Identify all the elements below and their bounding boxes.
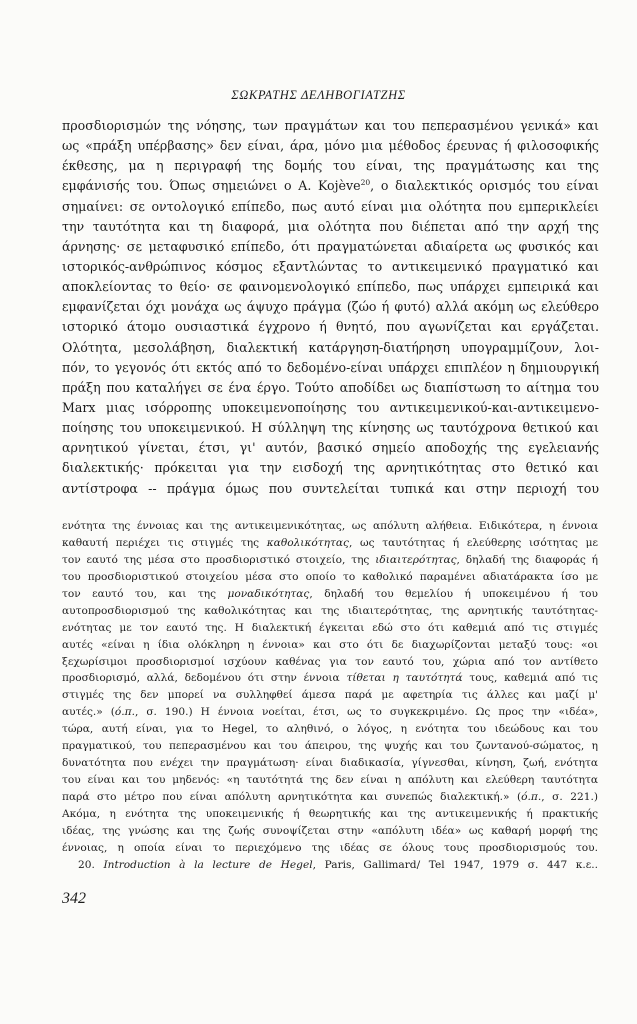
italic-text: ό.π.: [521, 791, 542, 803]
italic-text: ό.π.: [114, 706, 135, 719]
text-segment: πόν, το γεγονός ότι εκτός από το δεδομένο-είναι υπάρχει επιπλέον η δημιουργική: [62, 359, 599, 375]
text-segment: ενότητας με τον εαυτό της. Η διαλεκτική έγκειται εδώ στο ότι καθεμιά από τις στιγμές: [62, 621, 598, 634]
text-segment: έννοιας, η οποία είναι το περιεχόμενο της ιδέας σε όλους τους προσδιορισμούς του.: [62, 841, 598, 854]
text-segment: δυνατότητα που ενέχει την πραγμάτωση· είναι διαδικασία, γίγνεσθαι, κίνηση, ζωή, ενότητα: [62, 757, 598, 770]
body-line: [62, 237, 599, 257]
text-segment: την ταυτότητα και τη διαφορά, μια ολότητα που διέπεται από την αρχή της: [62, 218, 599, 234]
body-line: [62, 257, 599, 277]
text-segment: αντίστροφα -- πράγμα όμως που συντελείται τυπικά και στην περιοχή του: [62, 480, 599, 496]
footnote-line: [62, 823, 598, 840]
footnote-line: [62, 569, 598, 586]
text-segment: Ολότητα, μεσολάβηση, διαλεκτική κατάργηση-διατήρηση υπογραμμίζουν, λοι-: [62, 339, 599, 355]
text-segment: ιστορικό άτομο ουσιαστικά έγχρονο ή θνητό, που αγωνίζεται και εργάζεται.: [62, 319, 599, 335]
italic-text: μοναδικότητας: [227, 587, 310, 600]
text-segment: εμφανίζεται όχι μονάχα ως άψυχο πράγμα (ζώο ή φυτό) αλλά ακόμη ως ελεύθερο: [62, 299, 599, 315]
body-line: [62, 297, 599, 317]
footnote-line: [62, 654, 598, 671]
text-segment: άρνησης· σε μεταφυσικό επίπεδο, ότι πραγματώνεται αδιαίρετα ως φυσικός και: [62, 238, 599, 254]
main-text: [62, 116, 599, 499]
text-segment: 20.: [78, 858, 104, 871]
footnote-line: [62, 721, 598, 738]
text-segment: τώρα, αυτή είναι, για το Hegel, το αληθινό, ο λόγος, η ενότητα του ιδεώδους και του: [62, 723, 598, 736]
text-segment: του προσδιοριστικού στοιχείου μέσα στο οποίο το καθολικό παραμένει αδιατάρακτα ίσο με: [62, 570, 598, 583]
text-segment: προσδιορισμών της νόησης, των πραγμάτων και του πεπερασμένου γενικά» και: [62, 118, 599, 133]
footnote-line: [62, 670, 598, 687]
footnote-line: [62, 552, 598, 569]
text-segment: ποίησης του υποκειμενικού. Η σύλληψη της κίνησης ως ταυτόχρονα θετικού και: [62, 420, 599, 436]
footnote-line: [62, 518, 598, 535]
text-segment: , σ. 221.): [541, 791, 598, 803]
body-line: [62, 217, 599, 237]
text-segment: αυτοπροσδιορισμού της καθολικότητας και της ιδιαιτερότητας, της αρνητικής ταυτότητας-: [62, 604, 598, 617]
text-segment: πράξη που καταλήγει σε ένα έργο. Τούτο αποδίδει ως διαπίστωση το αίτημα του: [62, 379, 599, 395]
text-segment: ξεχωρίσιμοι προσδιορισμοί ισχύουν καθένας για τον εαυτό του, χώρια από τον αντίθετο: [62, 655, 598, 668]
footnote-line: [62, 857, 598, 874]
text-segment: καθαυτή περιέχει τις στιγμές της: [62, 536, 267, 549]
body-line: [62, 176, 599, 196]
body-line: [62, 317, 599, 337]
body-line: [62, 378, 599, 398]
footnote-line: [62, 789, 598, 806]
body-line: [62, 197, 599, 217]
text-segment: τους, καθεμιά από τις: [462, 672, 598, 685]
footnote-reference: 20: [360, 178, 371, 188]
running-header: ΣΩΚΡΑΤΗΣ ΔΕΛΗΒΟΓΙΑΤΖΗΣ: [231, 88, 406, 102]
text-segment: αποκλείοντας το θείο· σε φαινομενολογικό επίπεδο, πως υπάρχει εμπειρικά και: [62, 279, 599, 295]
body-line: [62, 418, 599, 438]
text-segment: ιδέας, της γνώσης και της ζωής συνοψίζεται στην «απόλυτη ιδέα» ως καθαρή μορφή της: [62, 824, 598, 837]
text-segment: τον εαυτό της μέσα στο προσδιοριστικό στοιχείο, της: [62, 553, 376, 566]
body-line: [62, 338, 599, 358]
footnotes: [62, 518, 598, 874]
text-segment: , σ. 190.) Η έννοια νοείται, έτσι, ως το συγκεκριμένο. Ως προς την «ιδέα»,: [134, 706, 598, 719]
footnote-line: [62, 637, 598, 654]
body-line: [62, 136, 599, 156]
text-segment: έκθεσης, μα η περιγραφή της δομής του είναι, της πραγμάτωσης και της: [62, 158, 599, 174]
footnote-line: [62, 840, 598, 857]
text-segment: Marx μιας ισόρροπης υποκειμενοποίησης του αντικειμενικού-και-αντικειμενο-: [62, 399, 599, 415]
text-segment: παρά στο μέτρο που είναι απόλυτη αρνητικότητα και συνεπώς διαλεκτική.» (: [62, 791, 522, 803]
footnote-line: [62, 535, 598, 552]
body-line: [62, 398, 599, 418]
body-line: [62, 458, 599, 478]
text-segment: πραγματικού, του πεπερασμένου και του άπειρου, της ψυχής και του ζωντανού-σώματος, η: [62, 740, 598, 753]
footnote-line: [62, 738, 598, 755]
footnote-line: [62, 772, 598, 789]
text-segment: εμφάνισής του. Όπως σημειώνει ο A. Kojève: [62, 178, 361, 194]
footnote-line: [62, 806, 598, 823]
text-segment: προσδιορισμό, αλλά, δεδομένου ότι στην έννοια: [62, 672, 347, 685]
text-segment: , δηλαδή της διαφοράς ή: [456, 553, 598, 566]
text-segment: σημαίνει: σε οντολογικό επίπεδο, πως αυτό είναι μια ολότητα που εμπερικλείει: [62, 198, 599, 214]
text-segment: αρνητικού γίνεται, έτσι, γι' αυτόν, βασικό σημείο αποδοχής της εγελειανής: [62, 440, 599, 456]
text-segment: Ακόμα, η ενότητα της υποκειμενικής ή θεωρητικής και της αντικειμενικής ή πρακτικής: [62, 807, 598, 820]
text-segment: ενότητα της έννοιας και της αντικειμενικότητας, ως απόλυτη αλήθεια. Ειδικότερα, η έννοια: [62, 520, 598, 532]
italic-text: καθολικότητας: [266, 536, 349, 549]
text-segment: , δηλαδή του θεμελίου ή υποκειμένου ή του: [309, 587, 598, 600]
footnote-line: [62, 687, 598, 704]
footnote-line: [62, 586, 598, 603]
footnote-line: [62, 704, 598, 721]
text-segment: ως «πράξη υπέρβασης» δεν είναι, άρα, μόνο μια μέθοδος έρευνας ή φιλοσοφικής: [62, 138, 599, 154]
footnote-line: [62, 603, 598, 620]
body-line: [62, 277, 599, 297]
body-line: [62, 438, 599, 458]
text-segment: , ο διαλεκτικός ορισμός του είναι: [370, 178, 599, 194]
text-segment: του είναι και του μηδενός: «η ταυτότητά της δεν είναι η απόλυτη και ελεύθερη ταυτότητα: [62, 774, 598, 787]
body-line: [62, 358, 599, 378]
text-segment: ιστορικός-ανθρώπινος κόσμος εξαντλώντας το αντικειμενικό πραγματικό και: [62, 258, 599, 274]
page-number: 342: [62, 890, 86, 907]
footnote-line: [62, 620, 598, 637]
text-segment: στιγμές της δεν μπορεί να συλληφθεί άμεσα παρά με αφετηρία τις άλλες και μαζί μ': [62, 689, 598, 702]
text-segment: αυτές «είναι η ίδια ολόκληρη η έννοια» και στο ότι δε διαχωρίζονται μεταξύ τους: «οι: [62, 638, 598, 651]
text-segment: αυτές.» (: [62, 706, 115, 719]
italic-text: ιδιαιτερότητας: [375, 553, 457, 566]
text-segment: τον εαυτό του, και της: [62, 587, 228, 600]
footnote-line: [62, 755, 598, 772]
italic-text: Introduction à la lecture de Hegel: [103, 858, 313, 871]
body-line: [62, 116, 599, 136]
body-line: [62, 156, 599, 176]
italic-text: τίθεται η ταυτότητά: [346, 672, 463, 685]
text-segment: , Paris, Gallimard/ Tel 1947, 1979 σ. 447 κ.ε..: [312, 858, 599, 871]
body-line: [62, 479, 599, 499]
text-segment: , ως ταυτότητας ή ελεύθερης ισότητας με: [348, 536, 598, 549]
text-segment: διαλεκτικής· πρόκειται για την εισδοχή της αρνητικότητας στο θετικό και: [62, 460, 599, 476]
